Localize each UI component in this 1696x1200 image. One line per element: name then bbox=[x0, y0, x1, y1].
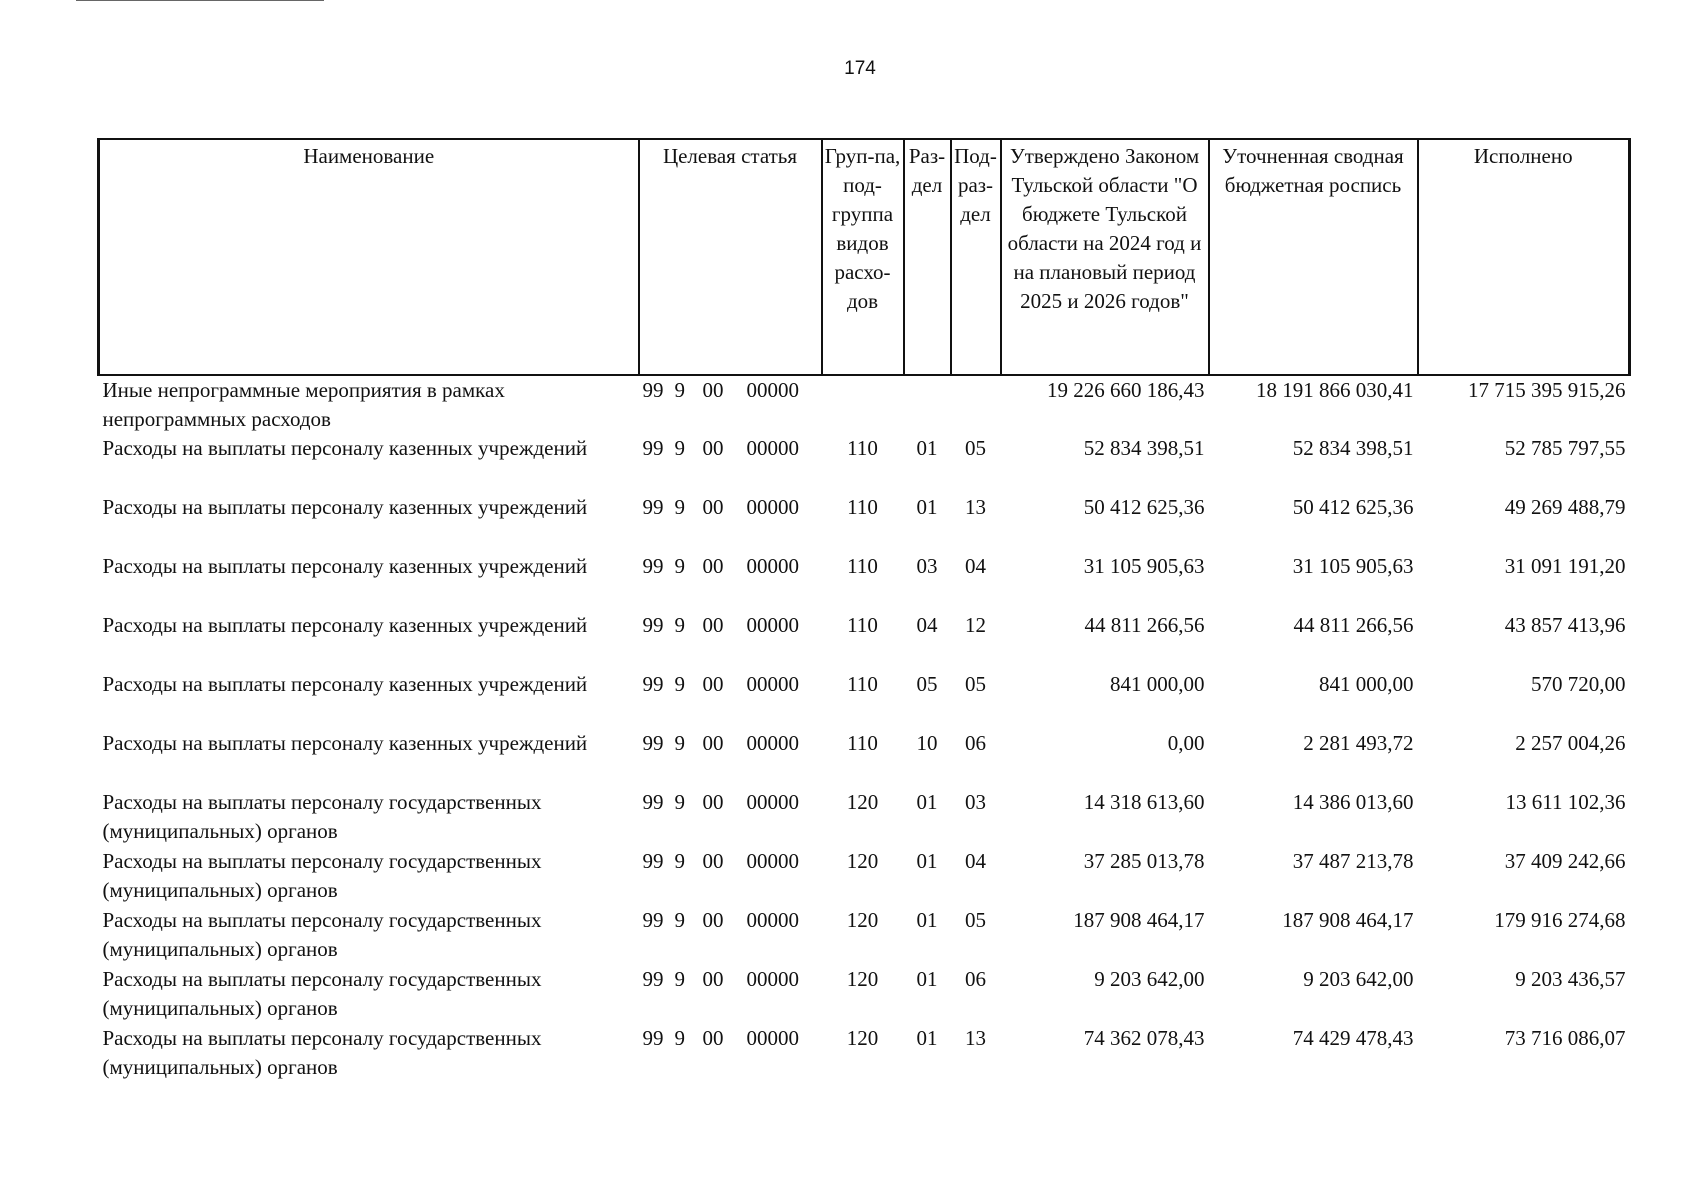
target-article-part: 99 bbox=[642, 731, 664, 755]
table-row bbox=[99, 965, 1630, 1024]
target-article-part: 00 bbox=[702, 849, 724, 873]
row-executed: 179 916 274,68 bbox=[1494, 908, 1626, 932]
row-executed: 52 785 797,55 bbox=[1504, 436, 1626, 460]
row-subsection: 06 bbox=[965, 731, 986, 755]
table-row bbox=[99, 729, 1630, 788]
row-section: 01 bbox=[916, 849, 938, 873]
target-article-part: 00 bbox=[702, 1026, 724, 1050]
row-approved: 187 908 464,17 bbox=[1073, 908, 1205, 932]
header-executed: Исполнено bbox=[1418, 139, 1630, 375]
target-article-part: 99 bbox=[642, 495, 664, 519]
target-article-part: 00000 bbox=[746, 967, 799, 991]
row-executed: 9 203 436,57 bbox=[1515, 967, 1626, 991]
target-article-part: 9 bbox=[674, 1026, 685, 1050]
target-article-part: 9 bbox=[674, 967, 685, 991]
target-article-part: 00000 bbox=[746, 554, 799, 578]
page-number: 174 bbox=[844, 58, 876, 79]
row-subsection: 04 bbox=[965, 849, 986, 873]
row-executed: 31 091 191,20 bbox=[1504, 554, 1626, 578]
target-article-part: 99 bbox=[642, 378, 664, 402]
row-expense-group: 120 bbox=[846, 790, 879, 814]
row-subsection bbox=[951, 375, 1001, 434]
target-article-part: 00000 bbox=[746, 672, 799, 696]
target-article-part: 9 bbox=[674, 495, 685, 519]
row-executed: 73 716 086,07 bbox=[1504, 1026, 1626, 1050]
row-name: Расходы на выплаты персоналу казенных учреждений bbox=[102, 613, 588, 637]
row-expense-group bbox=[822, 375, 904, 434]
target-article-part: 00 bbox=[702, 790, 724, 814]
table-row bbox=[99, 670, 1630, 729]
target-article-part: 00 bbox=[702, 554, 724, 578]
target-article-part: 9 bbox=[674, 554, 685, 578]
target-article-part: 99 bbox=[642, 849, 664, 873]
row-executed: 13 611 102,36 bbox=[1505, 790, 1626, 814]
table-body bbox=[99, 375, 1630, 1083]
row-name: Расходы на выплаты персоналу казенных учреждений bbox=[102, 495, 588, 519]
target-article-part: 00000 bbox=[746, 495, 799, 519]
row-approved: 9 203 642,00 bbox=[1094, 967, 1205, 991]
row-name: Расходы на выплаты персоналу государственных (муниципальных) органов bbox=[102, 967, 542, 1020]
row-approved: 31 105 905,63 bbox=[1083, 554, 1205, 578]
row-expense-group: 110 bbox=[847, 672, 878, 696]
row-target-article bbox=[639, 847, 822, 906]
header-specified: Уточненная сводная бюджетная роспись bbox=[1209, 139, 1418, 375]
row-subsection: 12 bbox=[965, 613, 986, 637]
target-article-part: 00 bbox=[702, 613, 724, 637]
row-approved: 19 226 660 186,43 bbox=[1047, 378, 1205, 402]
target-article-part: 00 bbox=[702, 672, 724, 696]
target-article-part: 00 bbox=[702, 495, 724, 519]
row-specified: 50 412 625,36 bbox=[1292, 495, 1414, 519]
row-executed: 49 269 488,79 bbox=[1504, 495, 1626, 519]
target-article-part: 00000 bbox=[746, 790, 799, 814]
row-specified: 18 191 866 030,41 bbox=[1256, 378, 1414, 402]
row-section: 01 bbox=[916, 908, 938, 932]
target-article-part: 99 bbox=[642, 554, 664, 578]
row-expense-group: 110 bbox=[847, 436, 878, 460]
target-article-part: 00000 bbox=[746, 436, 799, 460]
row-name: Иные непрограммные мероприятия в рамках непрограммных расходов bbox=[102, 378, 505, 431]
row-section: 01 bbox=[916, 1026, 938, 1050]
row-subsection: 04 bbox=[965, 554, 986, 578]
row-target-article bbox=[639, 375, 822, 434]
row-executed: 37 409 242,66 bbox=[1504, 849, 1626, 873]
table-row bbox=[99, 847, 1630, 906]
row-specified: 9 203 642,00 bbox=[1303, 967, 1414, 991]
target-article-part: 00 bbox=[702, 731, 724, 755]
target-article-part: 9 bbox=[674, 790, 685, 814]
table-row bbox=[99, 434, 1630, 493]
row-approved: 0,00 bbox=[1167, 731, 1205, 755]
row-approved: 14 318 613,60 bbox=[1083, 790, 1205, 814]
row-name: Расходы на выплаты персоналу государственных (муниципальных) органов bbox=[102, 790, 542, 843]
row-subsection: 05 bbox=[965, 672, 986, 696]
row-expense-group: 110 bbox=[847, 554, 878, 578]
row-name: Расходы на выплаты персоналу казенных учреждений bbox=[102, 731, 588, 755]
target-article-part: 99 bbox=[642, 672, 664, 696]
row-approved: 74 362 078,43 bbox=[1083, 1026, 1205, 1050]
row-executed: 570 720,00 bbox=[1531, 672, 1626, 696]
row-section: 01 bbox=[916, 967, 938, 991]
row-name: Расходы на выплаты персоналу государственных (муниципальных) органов bbox=[102, 849, 542, 902]
target-article-part: 00 bbox=[702, 908, 724, 932]
target-article-part: 00000 bbox=[746, 908, 799, 932]
row-target-article bbox=[639, 906, 822, 965]
row-approved: 44 811 266,56 bbox=[1084, 613, 1205, 637]
target-article-part: 9 bbox=[674, 613, 685, 637]
row-name: Расходы на выплаты персоналу казенных учреждений bbox=[102, 672, 588, 696]
target-article-part: 00000 bbox=[746, 1026, 799, 1050]
row-section: 01 bbox=[916, 790, 938, 814]
table-row bbox=[99, 493, 1630, 552]
row-specified: 37 487 213,78 bbox=[1292, 849, 1414, 873]
row-name: Расходы на выплаты персоналу государственных (муниципальных) органов bbox=[102, 1026, 542, 1079]
row-section bbox=[904, 375, 951, 434]
target-article-part: 00000 bbox=[746, 378, 799, 402]
row-specified: 52 834 398,51 bbox=[1292, 436, 1414, 460]
table-row bbox=[99, 906, 1630, 965]
row-specified: 187 908 464,17 bbox=[1282, 908, 1414, 932]
row-target-article bbox=[639, 670, 822, 729]
target-article-part: 9 bbox=[674, 672, 685, 696]
row-name: Расходы на выплаты персоналу казенных учреждений bbox=[102, 554, 588, 578]
row-name: Расходы на выплаты персоналу государственных (муниципальных) органов bbox=[102, 908, 542, 961]
target-article-part: 00 bbox=[702, 436, 724, 460]
budget-table bbox=[97, 138, 1631, 1083]
row-approved: 52 834 398,51 bbox=[1083, 436, 1205, 460]
row-name: Расходы на выплаты персоналу казенных учреждений bbox=[102, 436, 588, 460]
row-specified: 2 281 493,72 bbox=[1303, 731, 1414, 755]
row-section: 01 bbox=[916, 436, 938, 460]
target-article-part: 99 bbox=[642, 1026, 664, 1050]
header-expense-group: Груп-па, под-группа видов расхо-дов bbox=[822, 139, 904, 375]
row-subsection: 05 bbox=[965, 908, 986, 932]
header-subsection: Под-раз-дел bbox=[951, 139, 1001, 375]
row-expense-group: 120 bbox=[846, 908, 879, 932]
target-article-part: 00 bbox=[702, 967, 724, 991]
row-target-article bbox=[639, 965, 822, 1024]
row-target-article bbox=[639, 788, 822, 847]
target-article-part: 9 bbox=[674, 436, 685, 460]
target-article-part: 00000 bbox=[746, 849, 799, 873]
row-subsection: 06 bbox=[965, 967, 986, 991]
row-approved: 37 285 013,78 bbox=[1083, 849, 1205, 873]
row-specified: 44 811 266,56 bbox=[1293, 613, 1414, 637]
row-expense-group: 110 bbox=[847, 613, 878, 637]
row-subsection: 03 bbox=[965, 790, 986, 814]
target-article-part: 00000 bbox=[746, 613, 799, 637]
target-article-part: 9 bbox=[674, 378, 685, 402]
row-specified: 31 105 905,63 bbox=[1292, 554, 1414, 578]
row-approved: 50 412 625,36 bbox=[1083, 495, 1205, 519]
target-article-part: 9 bbox=[674, 908, 685, 932]
row-executed: 17 715 395 915,26 bbox=[1468, 378, 1626, 402]
row-expense-group: 120 bbox=[846, 1026, 879, 1050]
row-executed: 43 857 413,96 bbox=[1504, 613, 1626, 637]
row-target-article bbox=[639, 493, 822, 552]
row-specified: 841 000,00 bbox=[1319, 672, 1414, 696]
row-section: 01 bbox=[916, 495, 938, 519]
row-subsection: 13 bbox=[965, 495, 986, 519]
row-target-article bbox=[639, 611, 822, 670]
header-target-article: Целевая статья bbox=[639, 139, 822, 375]
row-expense-group: 120 bbox=[846, 967, 879, 991]
target-article-part: 99 bbox=[642, 967, 664, 991]
table-header bbox=[99, 139, 1630, 375]
table-row bbox=[99, 788, 1630, 847]
row-subsection: 05 bbox=[965, 436, 986, 460]
header-name: Наименование bbox=[99, 139, 639, 375]
header-approved: Утверждено Законом Тульской области "О бюджете Тульской области на 2024 год и на плановый период 2025 и 2026 годов" bbox=[1001, 139, 1209, 375]
row-executed: 2 257 004,26 bbox=[1515, 731, 1626, 755]
row-approved: 841 000,00 bbox=[1110, 672, 1205, 696]
row-section: 04 bbox=[916, 613, 938, 637]
row-target-article bbox=[639, 1024, 822, 1083]
row-specified: 74 429 478,43 bbox=[1292, 1026, 1414, 1050]
target-article-part: 9 bbox=[674, 849, 685, 873]
row-subsection: 13 bbox=[965, 1026, 986, 1050]
row-target-article bbox=[639, 552, 822, 611]
row-specified: 14 386 013,60 bbox=[1292, 790, 1414, 814]
row-expense-group: 120 bbox=[846, 849, 879, 873]
target-article-part: 00 bbox=[702, 378, 724, 402]
row-expense-group: 110 bbox=[847, 495, 878, 519]
top-rule bbox=[76, 0, 324, 1]
table-row bbox=[99, 375, 1630, 434]
header-section: Раз-дел bbox=[904, 139, 951, 375]
target-article-part: 99 bbox=[642, 613, 664, 637]
table-row bbox=[99, 611, 1630, 670]
target-article-part: 9 bbox=[674, 731, 685, 755]
table-row bbox=[99, 1024, 1630, 1083]
header-row bbox=[99, 139, 1630, 375]
row-target-article bbox=[639, 729, 822, 788]
target-article-part: 00000 bbox=[746, 731, 799, 755]
row-section: 03 bbox=[916, 554, 938, 578]
row-section: 05 bbox=[916, 672, 938, 696]
row-target-article bbox=[639, 434, 822, 493]
target-article-part: 99 bbox=[642, 908, 664, 932]
row-section: 10 bbox=[916, 731, 938, 755]
target-article-part: 99 bbox=[642, 436, 664, 460]
table-row bbox=[99, 552, 1630, 611]
target-article-part: 99 bbox=[642, 790, 664, 814]
row-expense-group: 110 bbox=[847, 731, 878, 755]
